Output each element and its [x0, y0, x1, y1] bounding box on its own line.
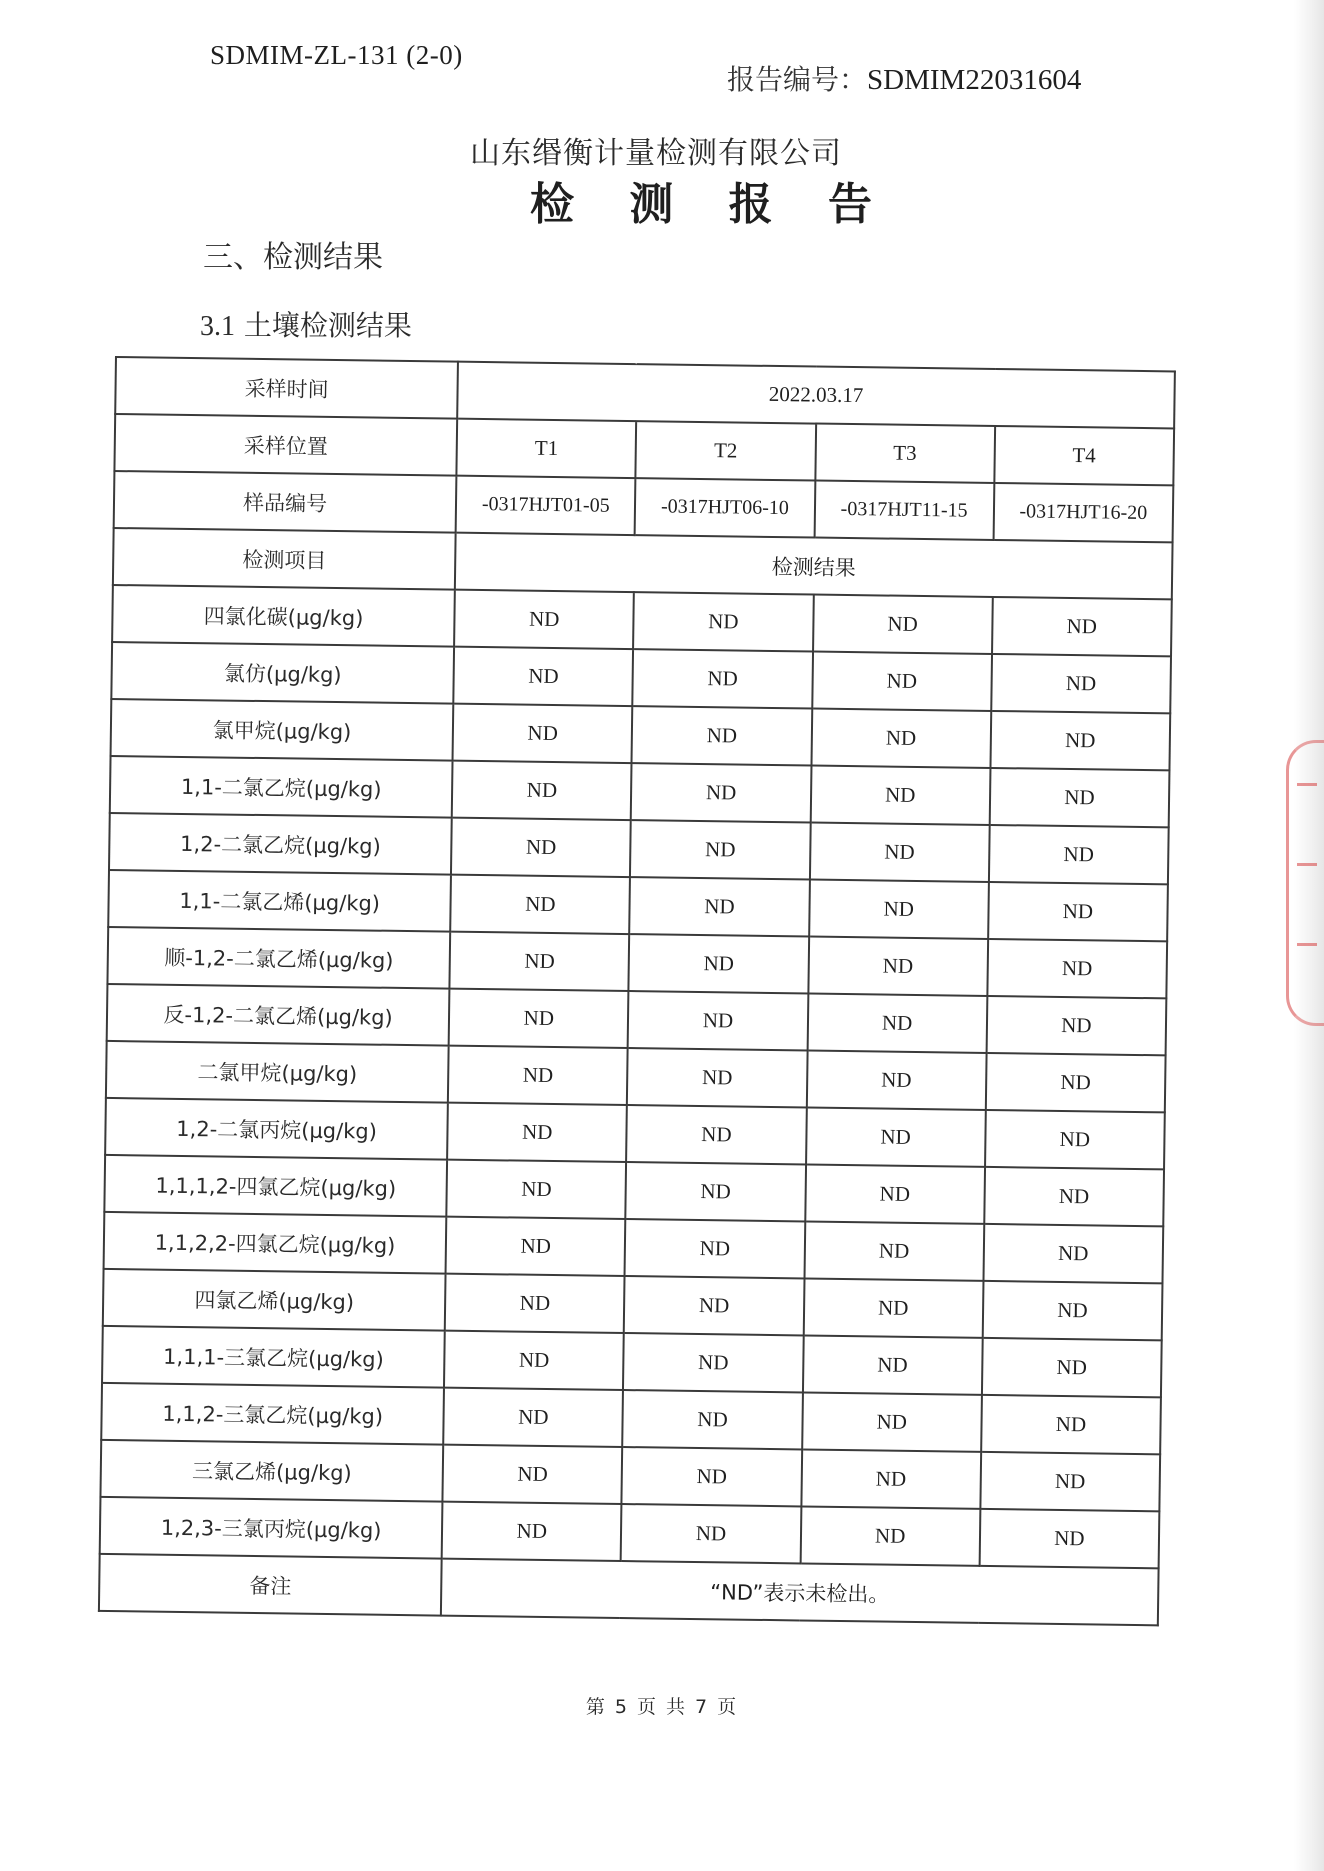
result-cell: ND	[809, 880, 989, 939]
sampling-location-label: 采样位置	[114, 414, 457, 476]
remark-label: 备注	[99, 1554, 442, 1616]
result-cell: ND	[445, 1274, 625, 1333]
sample-id-cell: -0317HJT01-05	[456, 476, 636, 535]
soil-results-table	[98, 356, 1176, 1626]
test-item-name: 二氯甲烷(μg/kg)	[106, 1041, 449, 1103]
result-cell: ND	[989, 825, 1169, 884]
result-cell: ND	[621, 1504, 801, 1563]
result-cell: ND	[451, 818, 631, 877]
result-cell: ND	[632, 706, 812, 765]
result-cell: ND	[983, 1224, 1163, 1283]
location-cell: T4	[994, 426, 1174, 485]
result-cell: ND	[990, 711, 1170, 770]
document-code: SDMIM-ZL-131 (2-0)	[210, 40, 463, 70]
result-cell: ND	[630, 820, 810, 879]
result-cell: ND	[448, 1046, 628, 1105]
test-item-name: 1,1,1,2-四氯乙烷(μg/kg)	[104, 1155, 447, 1217]
result-cell: ND	[806, 1107, 986, 1166]
result-cell: ND	[986, 1053, 1166, 1112]
location-cell: T3	[815, 424, 995, 483]
result-cell: ND	[449, 989, 629, 1048]
result-cell: ND	[803, 1278, 983, 1337]
result-cell: ND	[447, 1160, 627, 1219]
result-cell: ND	[453, 647, 633, 706]
result-cell: ND	[988, 882, 1168, 941]
sample-id-cell: -0317HJT16-20	[993, 483, 1173, 542]
result-cell: ND	[808, 936, 988, 995]
result-cell: ND	[810, 823, 990, 882]
sample-id-cell: -0317HJT11-15	[814, 481, 994, 540]
result-cell: ND	[623, 1390, 803, 1449]
result-cell: ND	[443, 1445, 623, 1504]
test-item-name: 1,1,1-三氯乙烷(μg/kg)	[102, 1326, 445, 1388]
result-cell: ND	[626, 1105, 806, 1164]
result-cell: ND	[633, 592, 813, 651]
test-item-name: 1,1,2,2-四氯乙烷(μg/kg)	[104, 1212, 447, 1274]
test-item-name: 1,1,2-三氯乙烷(μg/kg)	[101, 1383, 444, 1445]
result-cell: ND	[984, 1167, 1164, 1226]
remark-text: “ND”表示未检出。	[441, 1559, 1159, 1626]
report-number	[727, 58, 1081, 98]
result-cell: ND	[629, 934, 809, 993]
result-cell: ND	[447, 1103, 627, 1162]
test-item-name: 氯仿(μg/kg)	[111, 642, 454, 704]
test-item-label: 检测项目	[113, 528, 456, 590]
result-cell: ND	[442, 1502, 622, 1561]
location-cell: T1	[457, 419, 637, 478]
result-cell: ND	[982, 1281, 1162, 1340]
result-cell: ND	[443, 1388, 623, 1447]
result-cell: ND	[811, 709, 991, 768]
result-cell: ND	[626, 1162, 806, 1221]
result-cell: ND	[980, 1452, 1160, 1511]
result-cell: ND	[450, 875, 630, 934]
result-cell: ND	[991, 654, 1171, 713]
result-cell: ND	[452, 761, 632, 820]
result-cell: ND	[631, 763, 811, 822]
result-cell: ND	[624, 1276, 804, 1335]
test-result-label: 检测结果	[455, 533, 1173, 600]
seal-mark	[1297, 783, 1317, 786]
sampling-time-value: 2022.03.17	[457, 362, 1175, 429]
test-item-name: 反-1,2-二氯乙烯(μg/kg)	[107, 984, 450, 1046]
result-cell: ND	[805, 1164, 985, 1223]
result-cell: ND	[633, 649, 813, 708]
result-cell: ND	[985, 1110, 1165, 1169]
result-cell: ND	[806, 1050, 986, 1109]
test-item-name: 三氯乙烯(μg/kg)	[100, 1440, 443, 1502]
test-item-name: 1,2,3-三氯丙烷(μg/kg)	[100, 1497, 443, 1559]
result-cell: ND	[813, 595, 993, 654]
result-cell: ND	[986, 996, 1166, 1055]
test-item-name: 1,2-二氯丙烷(μg/kg)	[105, 1098, 448, 1160]
result-cell: ND	[804, 1221, 984, 1280]
test-item-name: 四氯化碳(μg/kg)	[112, 585, 455, 647]
result-cell: ND	[622, 1447, 802, 1506]
seal-mark	[1297, 863, 1317, 866]
result-cell: ND	[625, 1219, 805, 1278]
test-item-name: 顺-1,2-二氯乙烯(μg/kg)	[107, 927, 450, 989]
company-name: 山东缗衡计量检测有限公司	[470, 136, 842, 171]
result-cell: ND	[802, 1392, 982, 1451]
test-item-name: 1,1-二氯乙烷(μg/kg)	[110, 756, 453, 818]
sample-id-label: 样品编号	[114, 471, 457, 533]
sampling-time-label: 采样时间	[115, 357, 458, 419]
result-cell: ND	[810, 766, 990, 825]
result-cell: ND	[989, 768, 1169, 827]
test-item-name: 1,2-二氯乙烷(μg/kg)	[109, 813, 452, 875]
result-cell: ND	[446, 1217, 626, 1276]
result-cell: ND	[812, 652, 992, 711]
result-cell: ND	[627, 1048, 807, 1107]
seal-mark	[1297, 943, 1317, 946]
document-title: 检 测 报 告	[530, 179, 892, 230]
test-item-name: 氯甲烷(μg/kg)	[111, 699, 454, 761]
result-cell: ND	[454, 590, 634, 649]
result-cell: ND	[987, 939, 1167, 998]
result-cell: ND	[623, 1333, 803, 1392]
test-item-name: 1,1-二氯乙烯(μg/kg)	[108, 870, 451, 932]
result-cell: ND	[992, 597, 1172, 656]
test-item-name: 四氯乙烯(μg/kg)	[103, 1269, 446, 1331]
subsection-number: 3.1	[200, 311, 235, 342]
result-cell: ND	[803, 1335, 983, 1394]
red-seal-stamp	[1286, 740, 1324, 1026]
subsection-title	[200, 304, 412, 344]
section-title: 三、检测结果	[203, 240, 383, 275]
subsection-label: 土壤检测结果	[243, 309, 412, 342]
result-cell: ND	[628, 991, 808, 1050]
result-cell: ND	[453, 704, 633, 763]
result-cell: ND	[444, 1331, 624, 1390]
location-cell: T2	[636, 421, 816, 480]
result-cell: ND	[801, 1449, 981, 1508]
report-number-label: 报告编号：	[727, 63, 868, 96]
result-cell: ND	[981, 1395, 1161, 1454]
result-cell: ND	[807, 993, 987, 1052]
result-cell: ND	[450, 932, 630, 991]
result-cell: ND	[800, 1506, 980, 1565]
page-number: 第 5 页 共 7 页	[585, 1696, 739, 1718]
result-cell: ND	[982, 1338, 1162, 1397]
sample-id-cell: -0317HJT06-10	[635, 478, 815, 537]
report-number-value: SDMIM22031604	[867, 64, 1082, 96]
result-cell: ND	[979, 1509, 1159, 1568]
result-cell: ND	[630, 877, 810, 936]
